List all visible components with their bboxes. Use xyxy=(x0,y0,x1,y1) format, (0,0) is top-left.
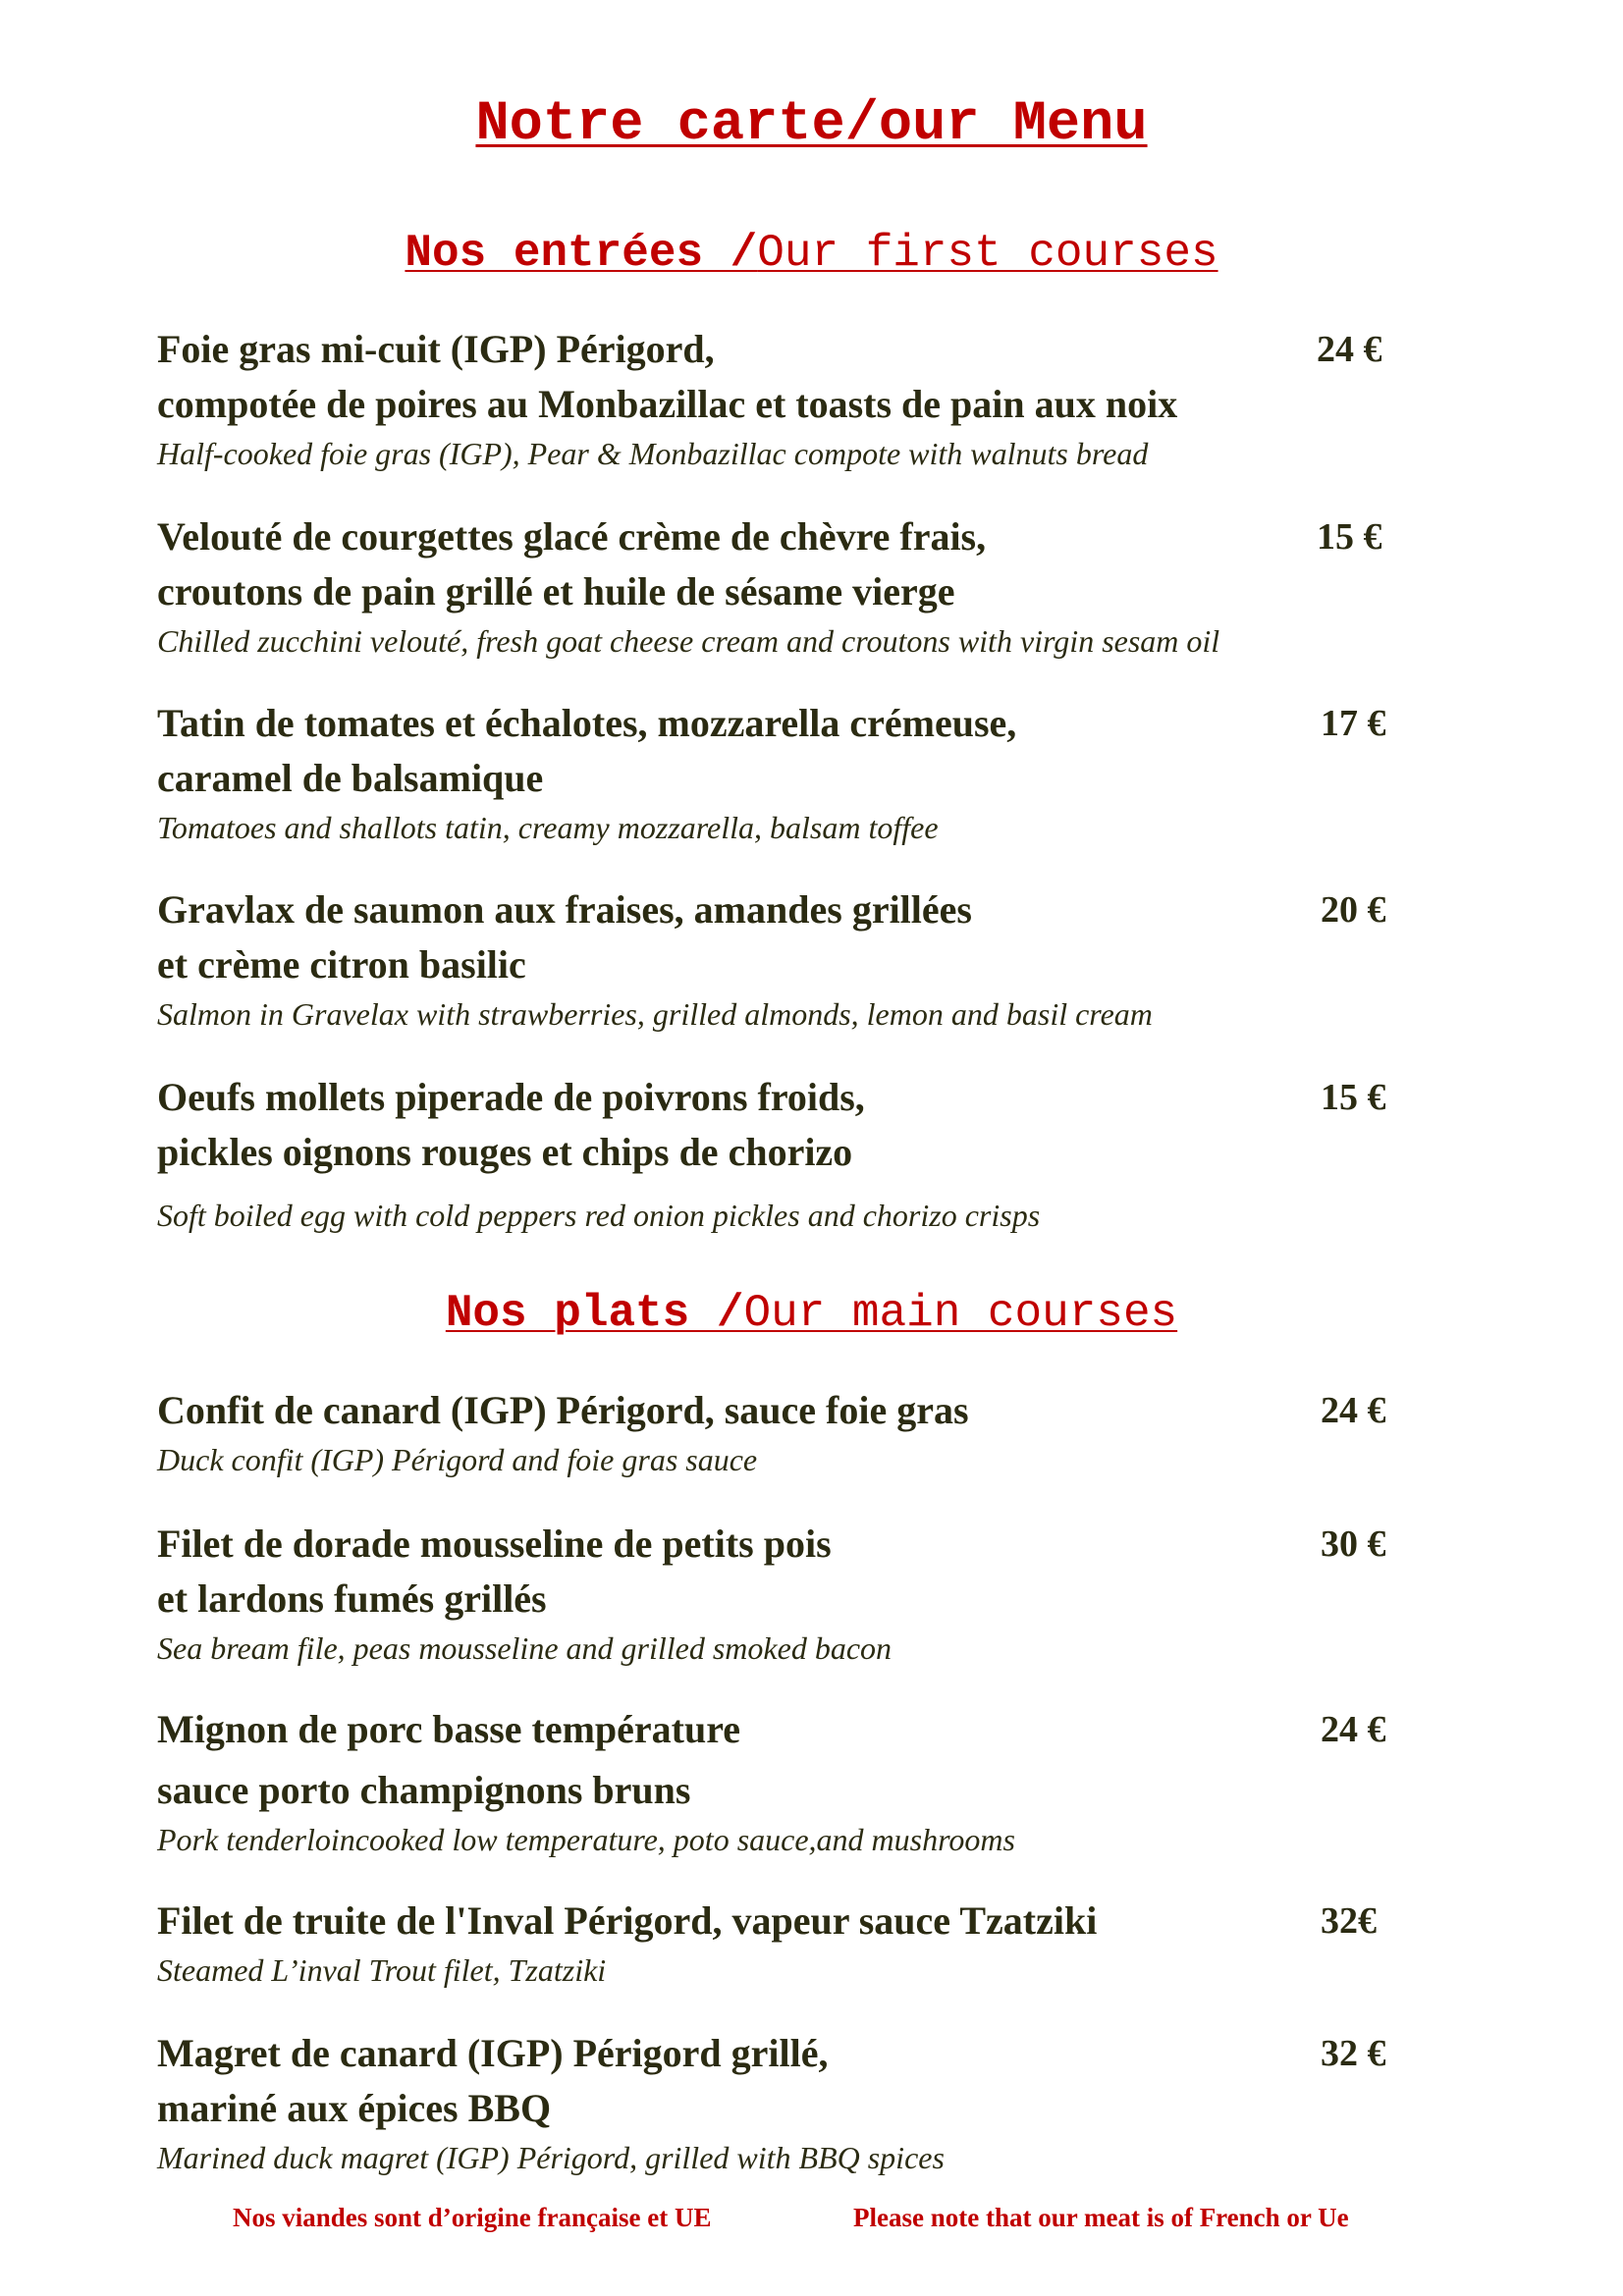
item-name-line: Tatin de tomates et échalotes, mozzarella crémeuse, xyxy=(157,701,1017,745)
item-name-line: Mignon de porc basse température xyxy=(157,1707,741,1751)
item-name-line: Filet de truite de l'Inval Périgord, vapeur sauce Tzatziki xyxy=(157,1898,1098,1943)
menu-item xyxy=(157,1070,1394,1237)
item-name-line: caramel de balsamique xyxy=(157,756,544,800)
item-price: 15 € xyxy=(1317,516,1382,558)
item-name-line: croutons de pain grillé et huile de sésame vierge xyxy=(157,569,955,614)
menu-item xyxy=(157,1894,1394,1992)
menu-item xyxy=(157,696,1394,849)
mains-heading-en: Our main courses xyxy=(743,1288,1178,1339)
item-description: Half-cooked foie gras (IGP), Pear & Monbazillac compote with walnuts bread xyxy=(157,436,1149,471)
item-price: 24 € xyxy=(1321,1390,1386,1431)
item-price: 32 € xyxy=(1321,2033,1386,2074)
item-name-line: Filet de dorade mousseline de petits pois xyxy=(157,1522,832,1566)
menu-item xyxy=(157,1517,1394,1670)
mains-heading xyxy=(0,1288,1623,1339)
item-price: 17 € xyxy=(1321,703,1386,744)
menu-item xyxy=(157,322,1394,475)
menu-item xyxy=(157,509,1394,663)
item-name-line: Velouté de courgettes glacé crème de chèvre frais, xyxy=(157,514,987,559)
item-description: Steamed L’inval Trout filet, Tzatziki xyxy=(157,1952,607,1988)
item-name-line: Gravlax de saumon aux fraises, amandes grillées xyxy=(157,887,972,932)
item-description: Duck confit (IGP) Périgord and foie gras sauce xyxy=(157,1442,758,1477)
item-name-line: Confit de canard (IGP) Périgord, sauce foie gras xyxy=(157,1388,969,1432)
item-price: 32€ xyxy=(1321,1900,1377,1942)
item-description: Chilled zucchini velouté, fresh goat cheese cream and croutons with virgin sesam oil xyxy=(157,623,1220,659)
menu-item xyxy=(157,1383,1394,1481)
menu-item xyxy=(157,1702,1394,1861)
item-description: Tomatoes and shallots tatin, creamy mozzarella, balsam toffee xyxy=(157,810,939,845)
starters-heading-en: Our first courses xyxy=(757,228,1218,279)
item-name-line: Foie gras mi-cuit (IGP) Périgord, xyxy=(157,327,715,371)
footer-note-en: Please note that our meat is of French or Ue xyxy=(853,2203,1349,2232)
item-name-line: mariné aux épices BBQ xyxy=(157,2086,552,2130)
item-price: 15 € xyxy=(1321,1077,1386,1118)
item-name-line: pickles oignons rouges et chips de chorizo xyxy=(157,1130,853,1174)
footer-note-fr: Nos viandes sont d’origine française et UE xyxy=(233,2203,712,2232)
item-name-line: et lardons fumés grillés xyxy=(157,1576,547,1621)
item-description: Marined duck magret (IGP) Périgord, grilled with BBQ spices xyxy=(157,2140,945,2175)
item-description: Pork tenderloincooked low temperature, poto sauce,and mushrooms xyxy=(157,1822,1015,1857)
item-price: 20 € xyxy=(1321,889,1386,931)
menu-title: Notre carte/our Menu xyxy=(475,93,1148,156)
item-description: Sea bream file, peas mousseline and grilled smoked bacon xyxy=(157,1630,893,1666)
item-name-line: et crème citron basilic xyxy=(157,942,526,987)
item-price: 24 € xyxy=(1321,1709,1386,1750)
item-name-line: compotée de poires au Monbazillac et toasts de pain aux noix xyxy=(157,382,1178,426)
item-price: 30 € xyxy=(1321,1523,1386,1565)
item-name-line: sauce porto champignons bruns xyxy=(157,1768,691,1812)
item-description: Soft boiled egg with cold peppers red onion pickles and chorizo crisps xyxy=(157,1198,1041,1233)
item-name-line: Oeufs mollets piperade de poivrons froids, xyxy=(157,1075,865,1119)
item-price: 24 € xyxy=(1317,329,1382,370)
mains-heading-fr: Nos plats / xyxy=(445,1288,744,1339)
starters-heading xyxy=(0,228,1623,279)
item-name-line: Magret de canard (IGP) Périgord grillé, xyxy=(157,2031,829,2075)
item-description: Salmon in Gravelax with strawberries, grilled almonds, lemon and basil cream xyxy=(157,996,1153,1032)
menu-item xyxy=(157,882,1394,1036)
menu-item xyxy=(157,2026,1394,2179)
starters-heading-fr: Nos entrées / xyxy=(405,228,758,279)
